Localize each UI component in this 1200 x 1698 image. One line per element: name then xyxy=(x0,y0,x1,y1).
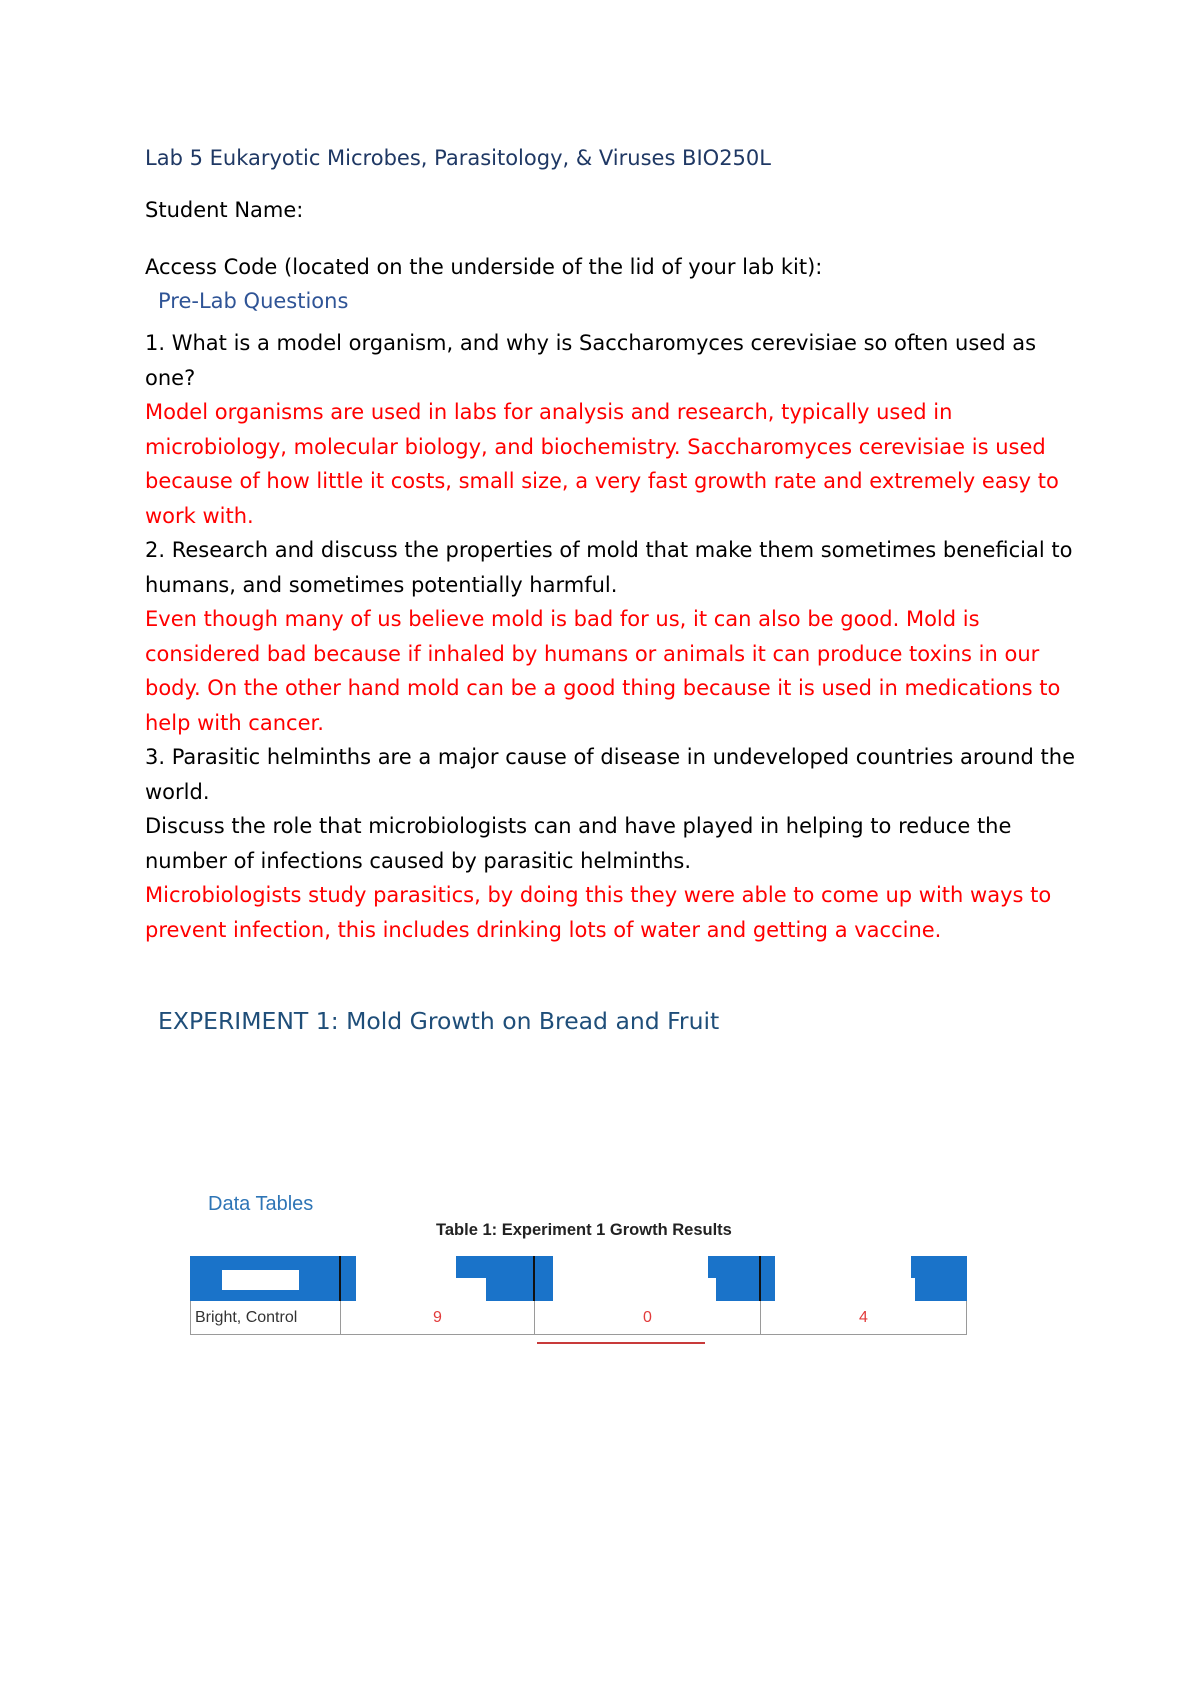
answer-2: Even though many of us believe mold is bad for us, it can also be good. Mold is considered bad because if inhaled by humans or animals it can produce toxins in our body. On the other hand mold can be a good thing because it is used in medications to help with cancer. xyxy=(145,607,1061,735)
header-divider xyxy=(339,1256,341,1301)
question-1: 1. What is a model organism, and why is Saccharomyces cerevisiae so often used as one? xyxy=(145,331,1037,390)
table-header-row xyxy=(190,1256,967,1301)
data-tables-label: Data Tables xyxy=(208,1193,314,1215)
header-notch xyxy=(553,1256,708,1278)
access-code-label: Access Code (located on the underside of the lid of your lab kit): xyxy=(145,255,823,279)
student-name-label: Student Name: xyxy=(145,198,304,222)
prelab-heading: Pre-Lab Questions xyxy=(158,289,349,313)
table-row xyxy=(190,1301,967,1335)
experiment-1-heading: EXPERIMENT 1: Mold Growth on Bread and Fruit xyxy=(158,1007,720,1035)
header-notch xyxy=(775,1256,911,1278)
answer-1: Model organisms are used in labs for analysis and research, typically used in microbiology, molecular biology, and biochemistry. Saccharomyces cerevisiae is used because of how little it costs, small size, a very fast growth rate and extremely easy to work with. xyxy=(145,400,1059,528)
header-divider xyxy=(759,1256,761,1301)
question-3: Discuss the role that microbiologists can and have played in helping to reduce the number of infections caused by parasitic helminths. xyxy=(145,814,1012,873)
header-notch xyxy=(553,1278,716,1301)
value-cell: 4 xyxy=(859,1309,868,1326)
row-label: Bright, Control xyxy=(195,1309,298,1326)
header-cell-box xyxy=(222,1270,299,1290)
value-cell: 0 xyxy=(643,1309,652,1326)
growth-results-table xyxy=(190,1256,967,1335)
document-title: Lab 5 Eukaryotic Microbes, Parasitology, & Viruses BIO250L xyxy=(145,146,771,170)
value-cell: 9 xyxy=(433,1309,442,1326)
header-notch xyxy=(356,1278,486,1301)
header-divider xyxy=(533,1256,535,1301)
prelab-questions xyxy=(145,326,1080,947)
header-notch xyxy=(356,1256,456,1278)
answer-3: Microbiologists study parasitics, by doing this they were able to come up with ways to prevent infection, this includes drinking lots of water and getting a vaccine. xyxy=(145,883,1052,942)
red-underline-mark xyxy=(537,1342,705,1344)
question-3-intro: 3. Parasitic helminths are a major cause of disease in undeveloped countries around the world. xyxy=(145,745,1075,804)
table-caption: Table 1: Experiment 1 Growth Results xyxy=(436,1221,732,1239)
question-2: 2. Research and discuss the properties of mold that make them sometimes beneficial to humans, and sometimes potentially harmful. xyxy=(145,538,1073,597)
header-notch xyxy=(775,1278,915,1301)
